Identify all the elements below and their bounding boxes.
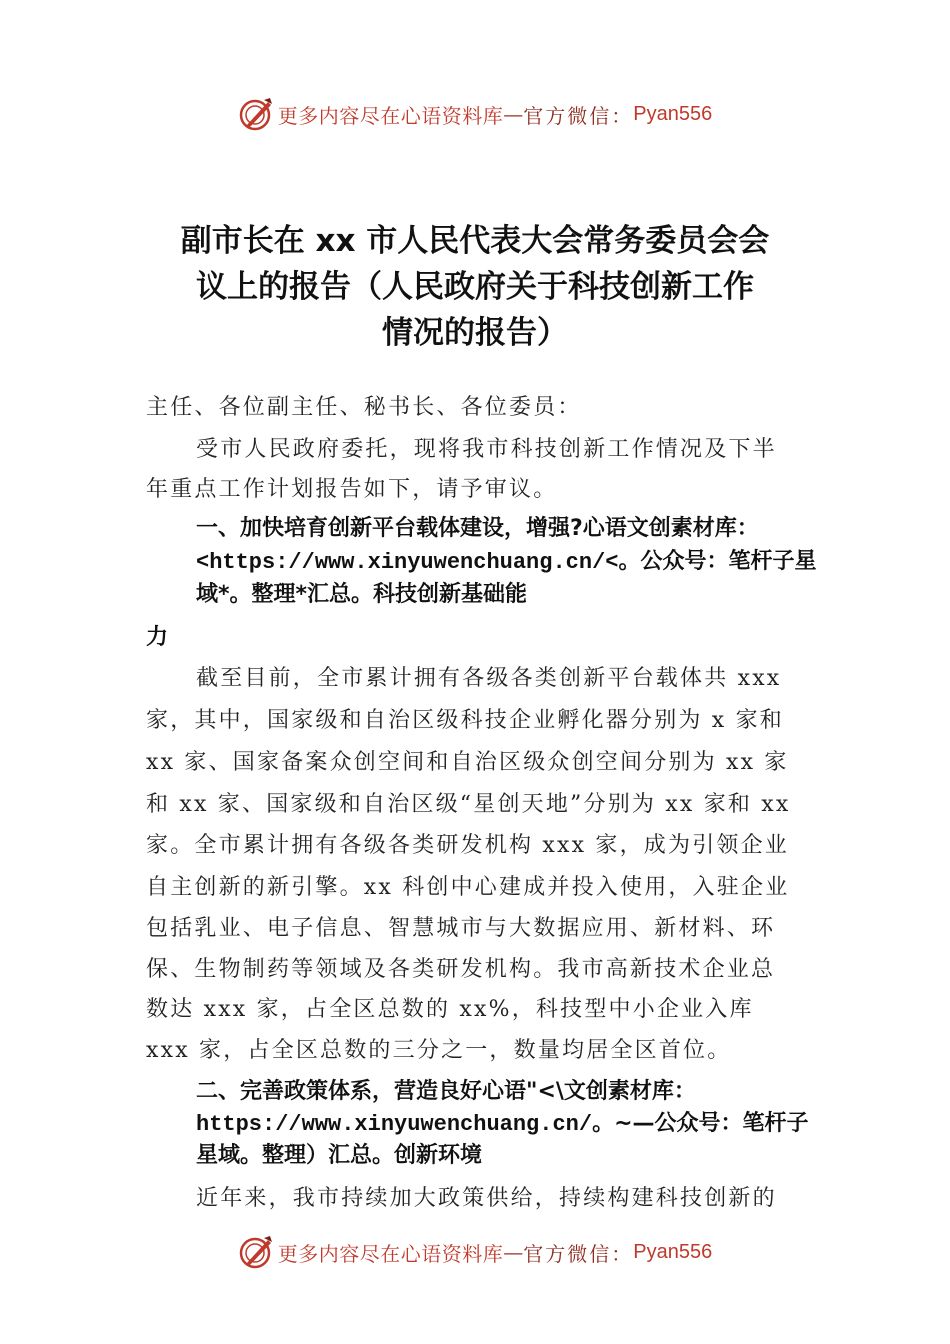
paragraph-line: 和 xx 家、国家级和自治区级“星创天地”分别为 xx 家和 xx	[146, 792, 791, 817]
paragraph-line: 家。全市累计拥有各级各类研发机构 xxx 家，成为引领企业	[146, 833, 790, 858]
paragraph-line: 近年来，我市持续加大政策供给，持续构建科技创新的	[196, 1186, 777, 1211]
salutation: 主任、各位副主任、秘书长、各位委员：	[146, 395, 582, 420]
paragraph-line: 数达 xxx 家，占全区总数的 xx%，科技型中小企业入库	[146, 997, 754, 1022]
title-line: 情况的报告）	[382, 315, 568, 351]
paragraph-line: 自主创新的新引擎。xx 科创中心建成并投入使用，入驻企业	[146, 875, 790, 900]
document-title	[140, 218, 810, 356]
section1-heading	[196, 546, 816, 579]
intro-line: 受市人民政府委托，现将我市科技创新工作情况及下半	[196, 437, 777, 462]
banner-wechat-label: 官方微信：	[523, 1241, 634, 1266]
paragraph-line: 家，其中，国家级和自治区级科技企业孵化器分别为 x 家和	[146, 708, 784, 733]
pen-logo-icon	[238, 96, 274, 132]
section2-heading	[196, 1108, 809, 1141]
section1-heading-text: 。公众号：笔杆子星	[618, 549, 817, 574]
intro-line: 年重点工作计划报告如下，请予审议。	[146, 477, 558, 502]
paragraph-line: 截至目前，全市累计拥有各级各类创新平台载体共 xxx	[196, 666, 782, 691]
title-line: 议上的报告（人民政府关于科技创新工作	[196, 269, 754, 305]
banner-wechat-label: 官方微信：	[523, 103, 634, 128]
footer-banner	[0, 1232, 950, 1272]
paragraph-line: xxx 家，占全区总数的三分之一，数量均居全区首位。	[146, 1038, 732, 1063]
section2-heading: 星域。整理）汇总。创新环境	[196, 1143, 483, 1168]
banner-separator: —	[503, 102, 524, 126]
paragraph-line: 保、生物制药等领域及各类研发机构。我市高新技术企业总	[146, 957, 776, 982]
header-banner	[0, 94, 950, 134]
banner-wechat-id: Pyan556	[633, 102, 713, 125]
pen-logo-icon	[238, 1234, 274, 1270]
section1-heading: 力	[146, 625, 169, 650]
section2-url: https://www.xinyuwenchuang.cn/	[196, 1112, 593, 1137]
banner-wechat-id: Pyan556	[633, 1240, 713, 1263]
banner-main-text: 更多内容尽在心语资料库	[277, 1241, 504, 1266]
section1-url: <https://www.xinyuwenchuang.cn/<	[196, 550, 619, 575]
title-line: 副市长在 xx 市人民代表大会常务委员会会	[180, 223, 770, 259]
section2-heading: 二、完善政策体系，营造良好心语"<\文创素材库：	[196, 1079, 696, 1104]
section2-heading-text: 。~—公众号：笔杆子	[592, 1111, 809, 1136]
paragraph-line: xx 家、国家备案众创空间和自治区级众创空间分别为 xx 家	[146, 750, 789, 775]
paragraph-line: 包括乳业、电子信息、智慧城市与大数据应用、新材料、环	[146, 916, 776, 941]
banner-main-text: 更多内容尽在心语资料库	[277, 103, 504, 128]
banner-separator: —	[503, 1240, 524, 1264]
section1-heading: 域*。整理*汇总。科技创新基础能	[196, 582, 528, 607]
section1-heading: 一、加快培育创新平台载体建设，增强?心语文创素材库：	[196, 516, 759, 541]
